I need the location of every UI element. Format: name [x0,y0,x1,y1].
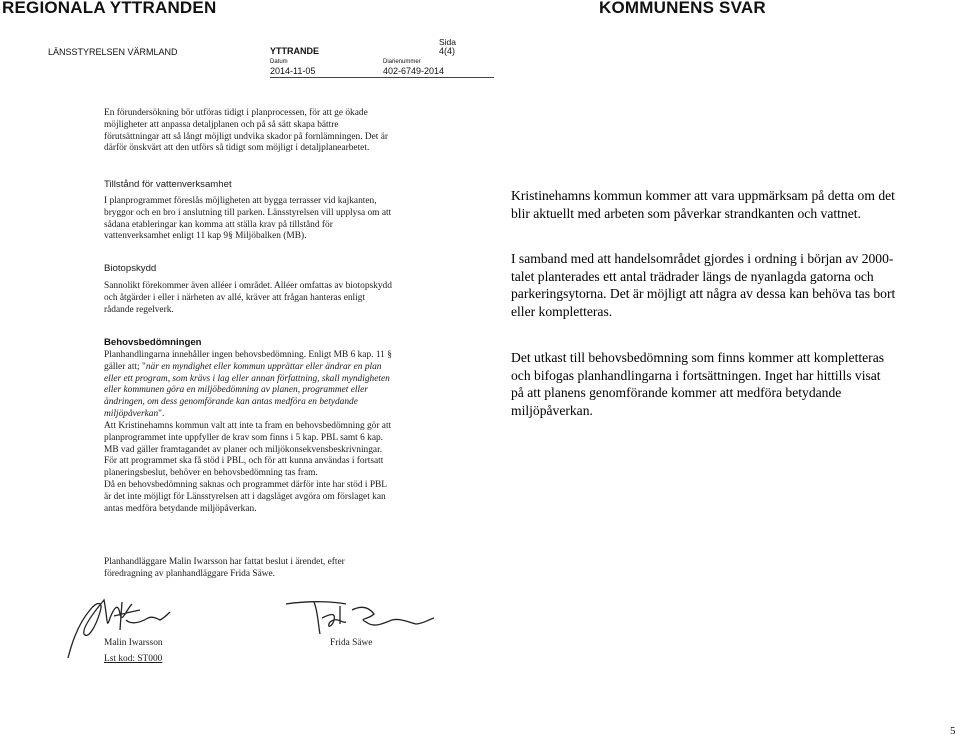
needs-quote: när en myndighet eller kommun upprättar eller ändrar en plan eller ett program, som krävs i lag eller annan författning, skall myndigheten eller kommunen göra en miljöbedömning av planen, programmet eller ändringen, om dess genomförande kan antas medföra en betydande miljöpåverkan [104,361,390,419]
signer-name-2: Frida Säwe [330,638,373,648]
date-value: 2014-11-05 [270,66,316,76]
paragraph-needs-conclusion: Att Kristinehamns kommun valt att inte ta fram en behovsbedömning gör att planprogrammet inte uppfyller de krav som finns i 5 kap. PBL samt 6 kap. MB vad gäller framtagandet av planer och miljökonsekvensbeskrivningar. För att programmet ska få stöd i PBL, och för att kunna användas i fortsatt planeringsbeslut, behöver en behovsbedömning tas fram. Då en behovsbedömning saknas och programmet därför inte har stöd i PBL är det inte möjligt för Länsstyrelsen att i dagsläget avgöra om förslaget kan antas medföra betydande miljöpåverkan. [104,421,392,514]
answer-water-operations: Kristinehamns kommun kommer att vara uppmärksam på detta om det blir aktuellt med arbeten som påverkar strandkanten och vattnet. [511,188,895,221]
heading-biotope: Biotopskydd [104,263,157,274]
needs-intro: Planhandlingarna innehåller ingen behovsbedömning. Enligt MB 6 kap. 11 § gäller att; " [104,350,392,372]
header-rule [270,77,494,78]
page-number: 5 [950,725,956,737]
answer-biotope: I samband med att handelsområdet gjordes i ordning i början av 2000- talet planterades ett antal trädrader längs de nyanlagda gatorna och parkeringsytorna. Det är möjligt att några av dessa kan behöva tas bort eller kompletteras. [511,251,896,319]
paragraph-water-operations: I planprogrammet föreslås möjligheten att bygga terrasser vid kajkanten, bryggor och en bro i anslutning till parken. Länsstyrelsen vill upplysa om att sådana etableringar kan komma att ställa krav på tillstånd för vattenverksamhet enligt 11 kap 9§ Miljöbalken (MB). [104,196,392,242]
left-column-title: REGIONALA YTTRANDEN [2,0,217,17]
answer-needs-assessment: Det utkast till behovsbedömning som finns kommer att kompletteras och bifogas planhandlingarna i fortsättningen. Inget har hittills visat på att planens genomförande kommer att medföra betydande miljöpåverkan. [511,350,885,418]
paragraph-archaeology: En förundersökning bör utföras tidigt i planprocessen, för att ge ökade möjligheter att anpassa detaljplanen och på så sätt skapa bättre förutsättningar att så långt möjligt undvika skador på fornlämningen. Det är därför önskvärt att den utförs så tidigt som möjligt i detaljplanearbetet. [104,108,389,154]
signer-code-1: Lst kod: ST000 [104,654,163,664]
page-label: Sida [439,37,457,47]
signature-malin-iwarsson [60,590,190,662]
heading-water-operations: Tillstånd för vattenverksamhet [104,179,232,190]
paragraph-biotope: Sannolikt förekommer även alléer i området. Alléer omfattas av biotopskydd och åtgärder i eller i närheten av allé, kräver att frågan hanteras enligt rådande regelverk. [104,281,392,315]
authority-name: LÄNSSTYRELSEN VÄRMLAND [48,47,178,57]
document-type: YTTRANDE [270,46,319,56]
paragraph-needs-assessment [104,350,494,421]
reference-label: Diarienummer [383,59,421,65]
heading-needs-assessment: Behovsbedömningen [104,337,202,348]
reference-value: 402-6749-2014 [383,66,445,76]
signature-frida-sawe [282,594,442,642]
page-value: 4(4) [439,46,456,56]
needs-quote-end: ". [158,408,165,419]
paragraph-decision: Planhandläggare Malin Iwarsson har fattat beslut i ärendet, efter föredragning av planhandläggare Frida Säwe. [104,557,345,579]
right-column-title: KOMMUNENS SVAR [599,0,766,17]
date-label: Datum [270,59,288,65]
signer-name-1: Malin Iwarsson [104,638,163,648]
